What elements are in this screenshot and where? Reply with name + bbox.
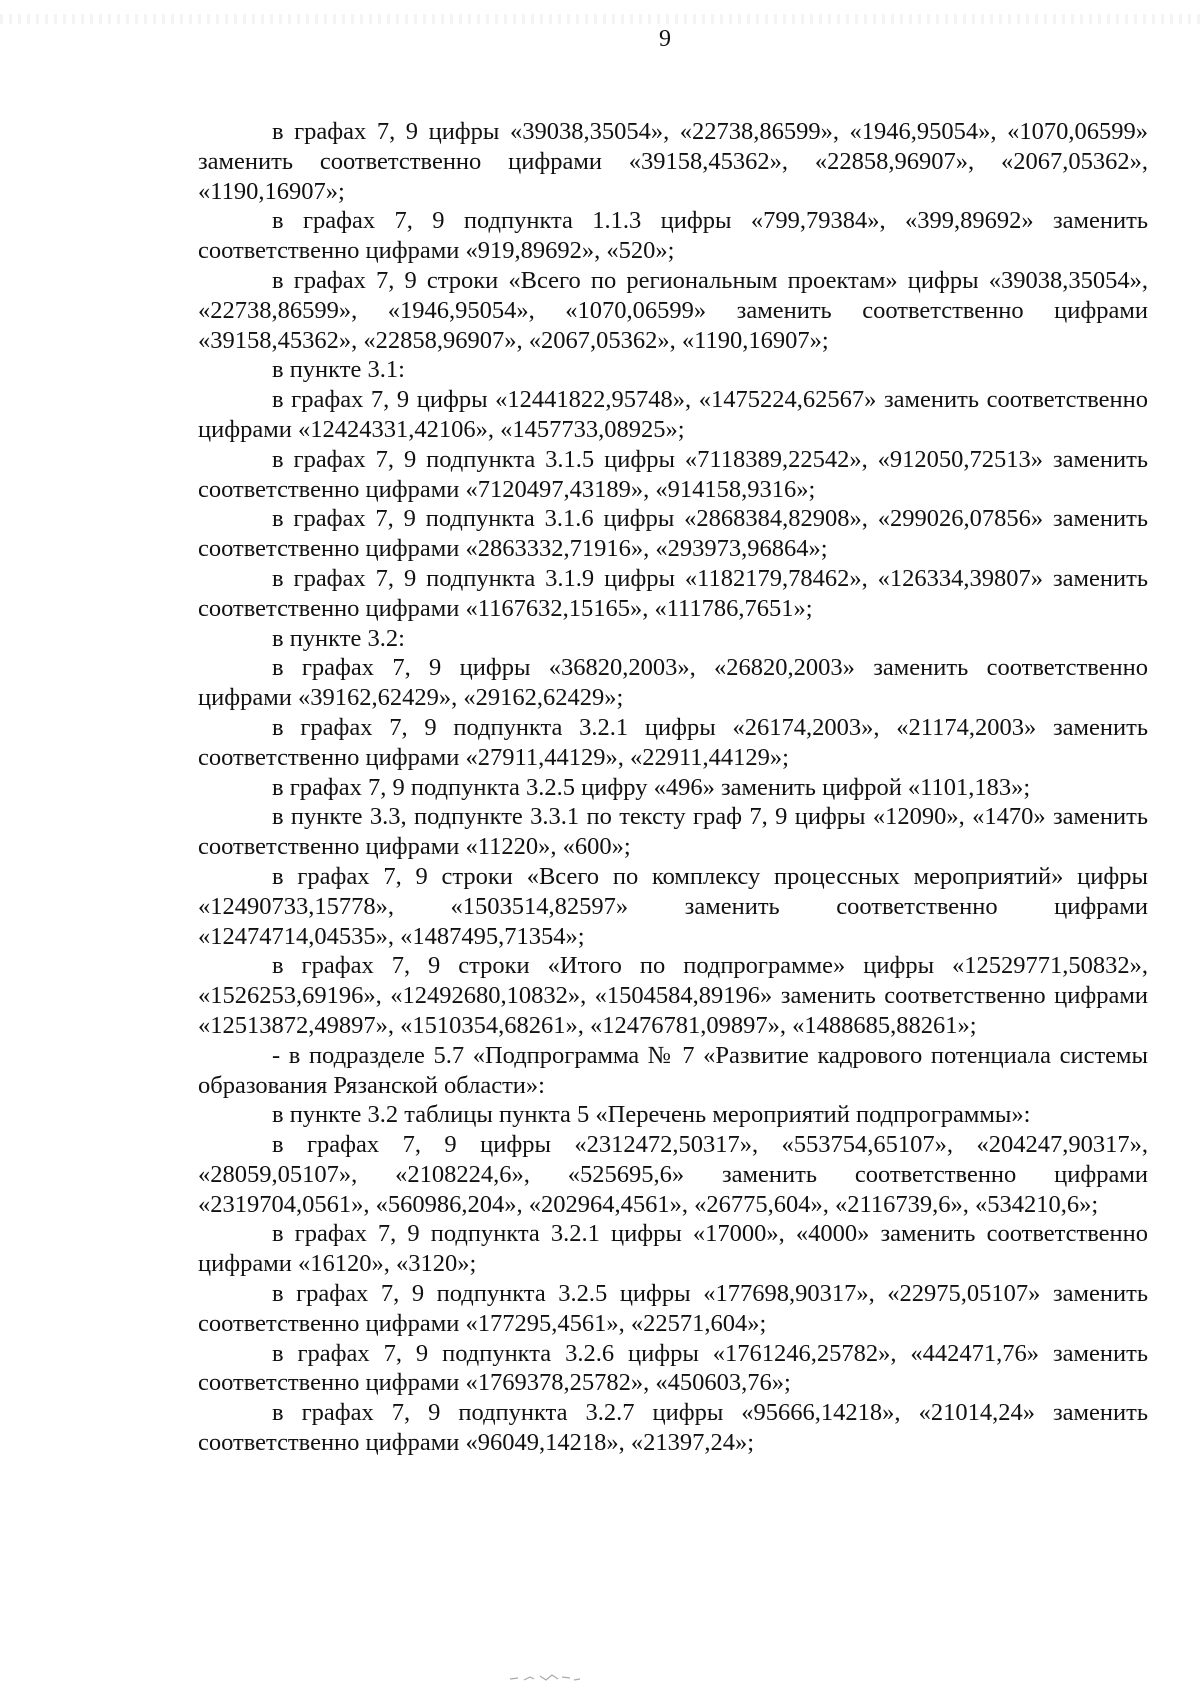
paragraph: в графах 7, 9 цифры «39038,35054», «22738,86599», «1946,95054», «1070,06599» заменить соответственно цифрами «39158,45362», «22858,96907», «2067,05362», «1190,16907»; <box>198 118 1148 205</box>
paragraph: в пункте 3.2: <box>272 624 405 652</box>
paragraph: в графах 7, 9 подпункта 3.2.6 цифры «1761246,25782», «442471,76» заменить соответственно цифрами «1769378,25782», «450603,76»; <box>198 1339 1148 1397</box>
paragraph: - в подразделе 5.7 «Подпрограмма № 7 «Развитие кадрового потенциала системы образования Рязанской области»: <box>198 1041 1148 1099</box>
scan-artifact-bottom <box>500 1670 620 1684</box>
paragraph: в графах 7, 9 строки «Всего по комплексу процессных мероприятий» цифры «12490733,15778», «1503514,82597» заменить соответственно цифрами «12474714,04535», «1487495,71354»; <box>198 862 1148 950</box>
paragraph: в графах 7, 9 цифры «12441822,95748», «1475224,62567» заменить соответственно цифрами «12424331,42106», «1457733,08925»; <box>198 386 1148 443</box>
paragraph: в графах 7, 9 подпункта 3.1.5 цифры «7118389,22542», «912050,72513» заменить соответственно цифрами «7120497,43189», «914158,9316»; <box>198 445 1148 503</box>
paragraph: в графах 7, 9 цифры «36820,2003», «26820,2003» заменить соответственно цифрами «39162,62429», «29162,62429»; <box>198 654 1148 712</box>
paragraph: в графах 7, 9 подпункта 3.2.5 цифру «496» заменить цифрой «1101,183»; <box>272 773 1031 801</box>
paragraph: в пункте 3.3, подпункте 3.3.1 по тексту граф 7, 9 цифры «12090», «1470» заменить соответственно цифрами «11220», «600»; <box>198 803 1148 861</box>
paragraph: в графах 7, 9 подпункта 1.1.3 цифры «799,79384», «399,89692» заменить соответственно цифрами «919,89692», «520»; <box>198 207 1148 265</box>
paragraph: в графах 7, 9 подпункта 3.1.6 цифры «2868384,82908», «299026,07856» заменить соответственно цифрами «2863332,71916», «293973,96864»; <box>198 505 1148 563</box>
paragraph: в пункте 3.1: <box>272 356 405 384</box>
paragraph: в графах 7, 9 подпункта 3.2.1 цифры «26174,2003», «21174,2003» заменить соответственно цифрами «27911,44129», «22911,44129»; <box>198 713 1148 771</box>
paragraph: в графах 7, 9 строки «Всего по региональным проектам» цифры «39038,35054», «22738,86599», «1946,95054», «1070,06599» заменить соответственно цифрами «39158,45362», «22858,96907», «2067,05362», «1190,16907»; <box>198 266 1148 354</box>
paragraph: в пункте 3.2 таблицы пункта 5 «Перечень мероприятий подпрограммы»: <box>272 1101 1031 1129</box>
paragraph: в графах 7, 9 строки «Итого по подпрограмме» цифры «12529771,50832», «1526253,69196», «12492680,10832», «1504584,89196» заменить соответственно цифрами «12513872,49897», «1510354,68261», «12476781,09897», «1488685,88261»; <box>198 952 1148 1039</box>
page-number: 9 <box>659 26 671 52</box>
paragraph: в графах 7, 9 подпункта 3.2.5 цифры «177698,90317», «22975,05107» заменить соответственно цифрами «177295,4561», «22571,604»; <box>198 1280 1148 1337</box>
paragraph: в графах 7, 9 подпункта 3.1.9 цифры «1182179,78462», «126334,39807» заменить соответственно цифрами «1167632,15165», «111786,7651»; <box>198 564 1148 622</box>
paragraph: в графах 7, 9 подпункта 3.2.7 цифры «95666,14218», «21014,24» заменить соответственно цифрами «96049,14218», «21397,24»; <box>198 1399 1148 1457</box>
paragraph: в графах 7, 9 подпункта 3.2.1 цифры «17000», «4000» заменить соответственно цифрами «16120», «3120»; <box>198 1220 1148 1278</box>
scan-artifact-top <box>0 14 1200 24</box>
paragraph: в графах 7, 9 цифры «2312472,50317», «553754,65107», «204247,90317», «28059,05107», «2108224,6», «525695,6» заменить соответственно цифрами «2319704,0561», «560986,204», «202964,4561», «26775,604», «2116739,6», «534210,6»; <box>198 1131 1148 1218</box>
document-body <box>198 117 1148 1458</box>
